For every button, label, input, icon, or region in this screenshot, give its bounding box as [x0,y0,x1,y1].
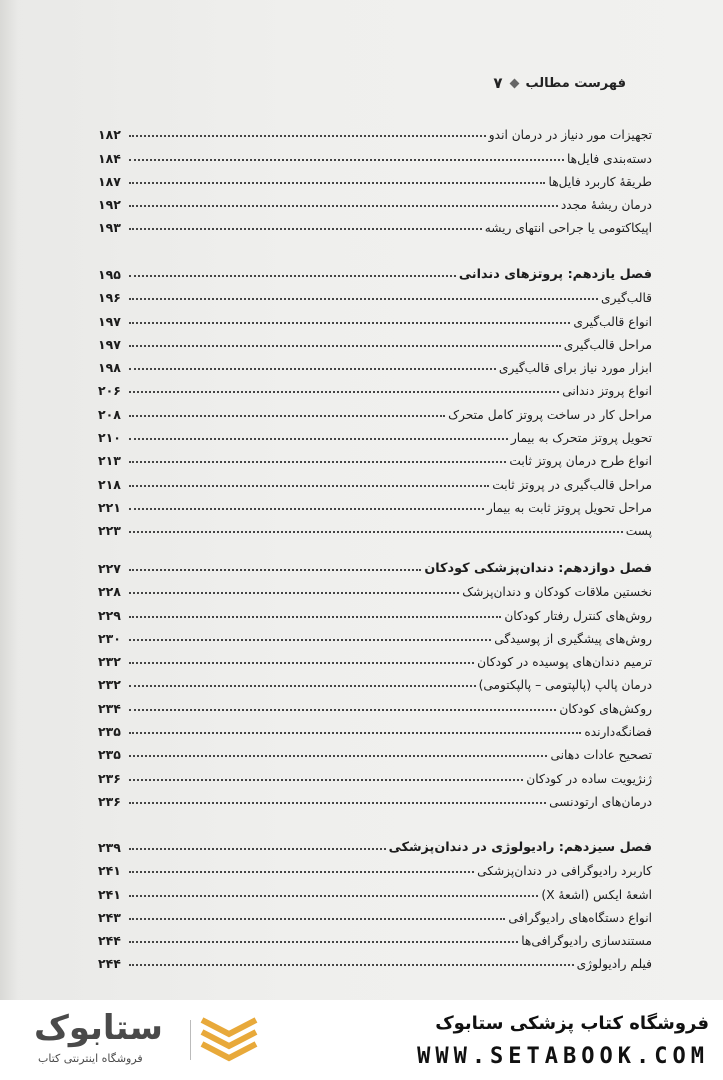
toc-entry: اشعهٔ ایکس (اشعهٔ X) ۲۴۱ [98,886,652,902]
toc-group-chapter-13 [98,831,652,971]
chevron-logo-icon [198,1014,260,1064]
toc-entry: روش‌های کنترل رفتار کودکان ۲۲۹ [98,607,652,623]
toc-entry: فضانگه‌دارنده ۲۳۵ [98,724,652,740]
toc-group-chapter-11 [98,258,652,538]
diamond-icon [509,78,519,88]
toc-entry: انواع قالب‌گیری ۱۹۷ [98,313,652,329]
toc-entry: کاربرد رادیوگرافی در دندان‌پزشکی ۲۴۱ [98,863,652,879]
toc-entry: روش‌های پیشگیری از پوسیدگی ۲۳۰ [98,630,652,646]
running-head [90,74,626,92]
toc-entry: ترمیم دندان‌های پوسیده در کودکان ۲۳۲ [98,654,652,670]
chapter-heading: فصل یازدهم: پروتزهای دندانی ۱۹۵ [98,267,652,282]
toc-entry: فیلم رادیولوژی ۲۴۴ [98,956,652,972]
toc-entry: انواع طرح درمان پروتز ثابت ۲۱۳ [98,453,652,469]
store-banner [0,1000,723,1080]
toc-group-1 [98,119,652,235]
toc-entry: روکش‌های کودکان ۲۳۴ [98,700,652,716]
toc-entry: مراحل قالب‌گیری در پروتز ثابت ۲۱۸ [98,476,652,492]
store-url[interactable]: WWW.SETABOOK.COM [417,1044,709,1069]
chapter-heading: فصل سیزدهم: رادیولوژی در دندان‌پزشکی ۲۳۹ [98,840,652,855]
store-name: فروشگاه کتاب پزشکی ستابوک [435,1013,709,1034]
section-title: فهرست مطالب [525,75,626,91]
store-logo-tagline: فروشگاه اینترنتی کتاب [38,1052,143,1065]
toc-entry: مراحل کار در ساخت پروتز کامل متحرک ۲۰۸ [98,406,652,422]
page-number: ۷ [493,74,503,92]
toc-entry: دسته‌بندی فایل‌ها ۱۸۴ [98,150,652,166]
toc-entry: مراحل تحویل پروتز ثابت به بیمار ۲۲۱ [98,499,652,515]
toc-entry: اپیکاکتومی یا جراحی انتهای ریشه ۱۹۳ [98,220,652,236]
toc-entry: طریقهٔ کاربرد فایل‌ها ۱۸۷ [98,173,652,189]
chapter-heading: فصل دوازدهم: دندان‌پزشکی کودکان ۲۲۷ [98,561,652,576]
toc-entry: ژنژیویت ساده در کودکان ۲۳۶ [98,770,652,786]
toc-entry: تجهیزات مور دنیاز در درمان اندو ۱۸۲ [98,127,652,143]
toc-entry: تحویل پروتز متحرک به بیمار ۲۱۰ [98,430,652,446]
logo-divider [190,1020,191,1060]
toc-group-chapter-12 [98,552,652,809]
toc-entry: مراحل قالب‌گیری ۱۹۷ [98,336,652,352]
toc-entry: قالب‌گیری ۱۹۶ [98,290,652,306]
toc-entry: انواع دستگاه‌های رادیوگرافی ۲۴۳ [98,909,652,925]
toc-entry: تصحیح عادات دهانی ۲۳۵ [98,747,652,763]
toc-entry: مستندسازی رادیوگرافی‌ها ۲۴۴ [98,933,652,949]
toc-entry: درمان پالپ (پالپتومی – پالپکتومی) ۲۳۲ [98,677,652,693]
toc-entry: ابزار مورد نیاز برای قالب‌گیری ۱۹۸ [98,360,652,376]
toc-entry: نخستین ملاقات کودکان و دندان‌پزشک ۲۲۸ [98,584,652,600]
toc-entry: انواع پروتز دندانی ۲۰۶ [98,383,652,399]
toc-entry: درمان‌های ارتودنسی ۲۳۶ [98,793,652,809]
toc-entry: پست ۲۲۳ [98,523,652,539]
toc-entry: درمان ریشهٔ مجدد ۱۹۲ [98,197,652,213]
store-logo-text: ستابوک [34,1008,163,1048]
